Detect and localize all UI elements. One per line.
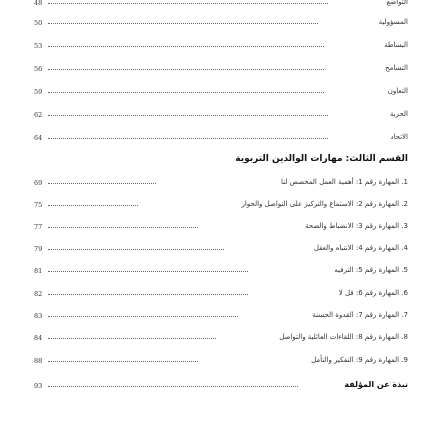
toc-entry-skill-7[interactable] xyxy=(30,310,410,326)
toc-page-number: 56 xyxy=(34,65,43,73)
dot-leader xyxy=(48,293,248,295)
dot-leader xyxy=(48,315,238,317)
toc-entry-label: نبذة عن المؤلفة xyxy=(344,380,408,389)
toc-entry-label: التعاون xyxy=(387,87,408,95)
dot-leader xyxy=(48,91,324,93)
toc-page-number: 93 xyxy=(34,382,43,390)
toc-entry-skill-3[interactable] xyxy=(30,221,410,237)
toc-entry-responsibility[interactable] xyxy=(30,17,410,33)
toc-entry-skill-5[interactable] xyxy=(30,265,410,281)
toc-entry-skill-8[interactable] xyxy=(30,332,410,348)
dot-leader xyxy=(48,337,216,339)
dot-leader xyxy=(48,2,328,4)
toc-entry-freedom[interactable] xyxy=(30,109,410,125)
toc-entry-label: البساطة xyxy=(384,41,408,49)
toc-page-number: 77 xyxy=(34,223,43,231)
toc-entry-label: المسؤولية xyxy=(378,18,408,26)
toc-page-number: 53 xyxy=(34,42,43,50)
toc-page-number: 59 xyxy=(34,88,43,96)
toc-entry-label: 8. المهارة رقم 8: اللقاءات العائلية والتواصل xyxy=(279,333,408,341)
toc-entry-tolerance[interactable] xyxy=(30,63,410,79)
toc-entry-skill-4[interactable] xyxy=(30,243,410,259)
toc-entry-about-author[interactable] xyxy=(30,380,410,396)
toc-entry-label: 4. المهارة رقم 4: الانتباه والعقل xyxy=(313,244,408,252)
toc-page-number: 88 xyxy=(34,357,43,365)
toc-entry-label: 2. المهارة رقم 2: الاستماع والتركيز على التواصل والحوار xyxy=(241,200,408,208)
toc-page-number: 48 xyxy=(34,0,43,7)
toc-entry-skill-9[interactable] xyxy=(30,355,410,371)
toc-page-number: 84 xyxy=(34,334,43,342)
dot-leader xyxy=(48,385,298,387)
toc-entry-simplicity[interactable] xyxy=(30,40,410,56)
toc-page-number: 50 xyxy=(34,19,43,27)
toc-page-number: 82 xyxy=(34,290,43,298)
dot-leader xyxy=(48,270,248,272)
toc-entry-label: 5. المهارة رقم 5: الترفيه xyxy=(334,266,408,274)
toc-page-number: 79 xyxy=(34,245,43,253)
dot-leader xyxy=(48,182,156,184)
toc-entry-label: التسامح xyxy=(385,64,408,72)
dot-leader xyxy=(48,22,318,24)
toc-entry-label: 6. المهارة رقم 6: قل لا xyxy=(338,289,408,297)
toc-page-number: 62 xyxy=(34,111,43,119)
toc-entry-label: 9. المهارة رقم 9: التفكير والتأمل xyxy=(311,356,408,364)
toc-entry-label: 7. المهارة رقم 7: القدوة الحسنة xyxy=(312,311,408,319)
dot-leader xyxy=(48,68,324,70)
dot-leader xyxy=(48,248,224,250)
toc-entry-cooperation[interactable] xyxy=(30,86,410,102)
dot-leader xyxy=(48,137,328,139)
toc-page-number: 83 xyxy=(34,312,43,320)
toc-page-number: 69 xyxy=(34,179,43,187)
toc-entry-unity[interactable] xyxy=(30,132,410,148)
section-heading-parenting-skills: القسم الثالث: مهارات الوالدين التربوية xyxy=(235,154,408,164)
toc-entry-label: 1. المهارة رقم 1: أهمية العمل المخصص لنا xyxy=(280,178,408,186)
toc-entry-label: 3. المهارة رقم 3: الانضباط والصحة xyxy=(304,222,408,230)
toc-page-number: 75 xyxy=(34,201,43,209)
dot-leader xyxy=(48,45,324,47)
toc-entry-skill-6[interactable] xyxy=(30,288,410,304)
toc-page-number: 81 xyxy=(34,267,43,275)
dot-leader xyxy=(48,204,138,206)
dot-leader xyxy=(48,114,328,116)
toc-entry-humility[interactable] xyxy=(30,0,410,13)
toc-entry-label: الاتحاد xyxy=(390,133,408,141)
toc-entry-skill-1[interactable] xyxy=(30,177,410,193)
toc-page-number: 64 xyxy=(34,134,43,142)
toc-entry-label: التواضع xyxy=(386,0,408,6)
dot-leader xyxy=(48,360,198,362)
toc-entry-skill-2[interactable] xyxy=(30,199,410,215)
dot-leader xyxy=(48,226,198,228)
toc-entry-label: الحرية xyxy=(389,110,408,118)
